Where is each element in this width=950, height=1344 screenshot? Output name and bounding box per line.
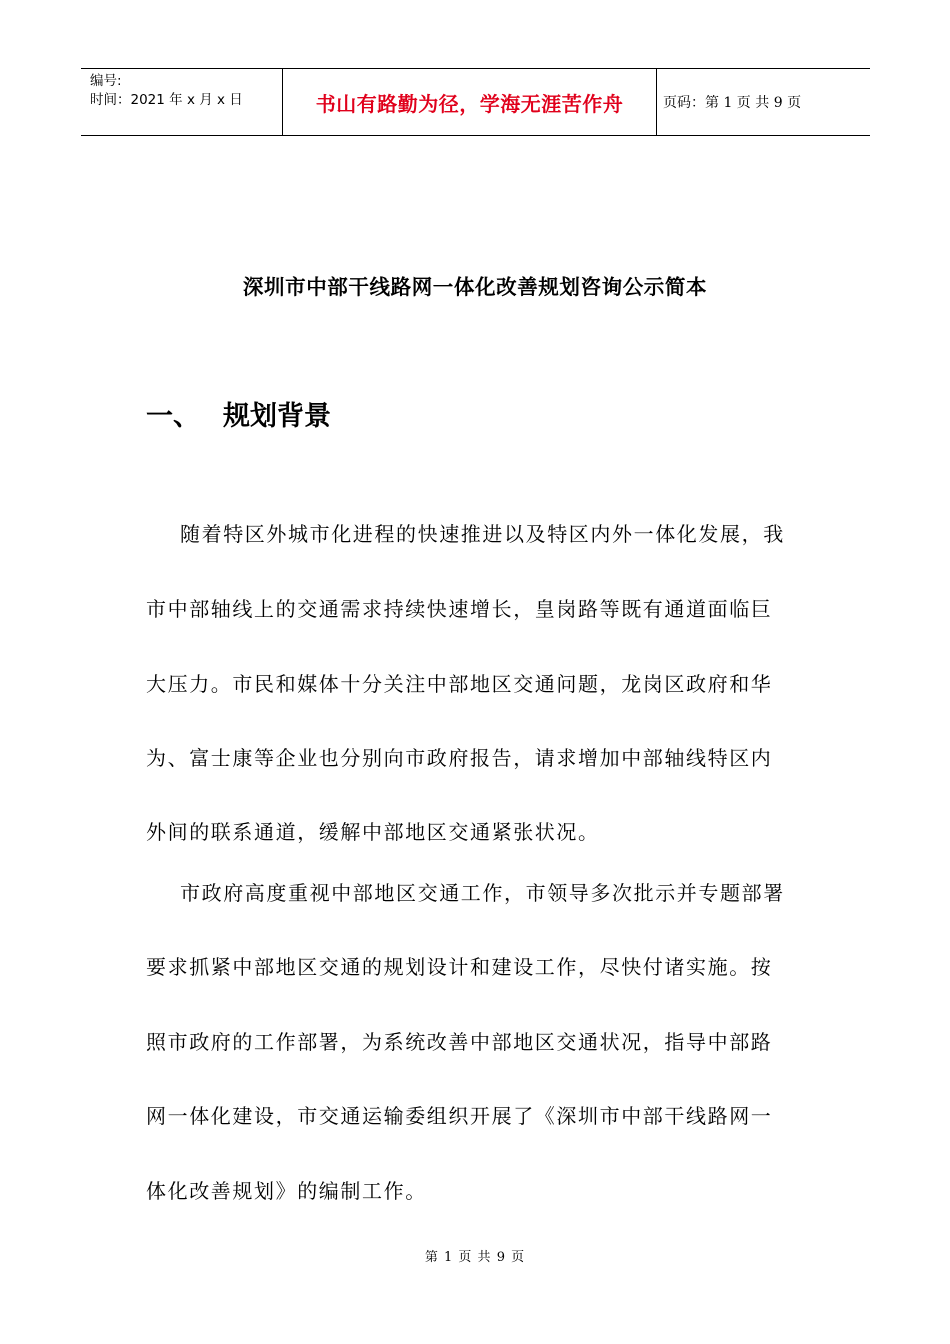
section-number: 一、 <box>146 401 200 432</box>
paragraph-line: 大压力。市民和媒体十分关注中部地区交通问题，龙岗区政府和华 <box>146 672 773 696</box>
paragraph-line: 市政府高度重视中部地区交通工作，市领导多次批示并专题部署 <box>180 881 785 905</box>
document-header <box>81 68 870 136</box>
header-time: 时间：2021 年 x 月 x 日 <box>90 92 243 108</box>
header-number-label: 编号: <box>90 73 122 89</box>
paragraph-line: 外间的联系通道，缓解中部地区交通紧张状况。 <box>146 820 600 844</box>
header-page-info: 页码：第 1 页 共 9 页 <box>663 95 802 111</box>
header-meta <box>81 69 282 135</box>
paragraph-line: 照市政府的工作部署，为系统改善中部地区交通状况，指导中部路 <box>146 1030 773 1054</box>
paragraph-line: 市中部轴线上的交通需求持续快速增长，皇岗路等既有通道面临巨 <box>146 597 773 621</box>
paragraph-line: 随着特区外城市化进程的快速推进以及特区内外一体化发展，我 <box>180 522 785 546</box>
paragraph-line: 为、富士康等企业也分别向市政府报告，请求增加中部轴线特区内 <box>146 746 773 770</box>
section-title: 规划背景 <box>223 401 331 432</box>
page-footer: 第 1 页 共 9 页 <box>424 1250 526 1265</box>
paragraph-line: 网一体化建设，市交通运输委组织开展了《深圳市中部干线路网一 <box>146 1104 773 1128</box>
paragraph-line: 体化改善规划》的编制工作。 <box>146 1179 427 1203</box>
paragraph-line: 要求抓紧中部地区交通的规划设计和建设工作，尽快付诸实施。按 <box>146 955 773 979</box>
header-motto: 书山有路勤为径，学海无涯苦作舟 <box>282 69 657 135</box>
document-title: 深圳市中部干线路网一体化改善规划咨询公示简本 <box>242 275 708 299</box>
section-heading <box>146 394 331 433</box>
